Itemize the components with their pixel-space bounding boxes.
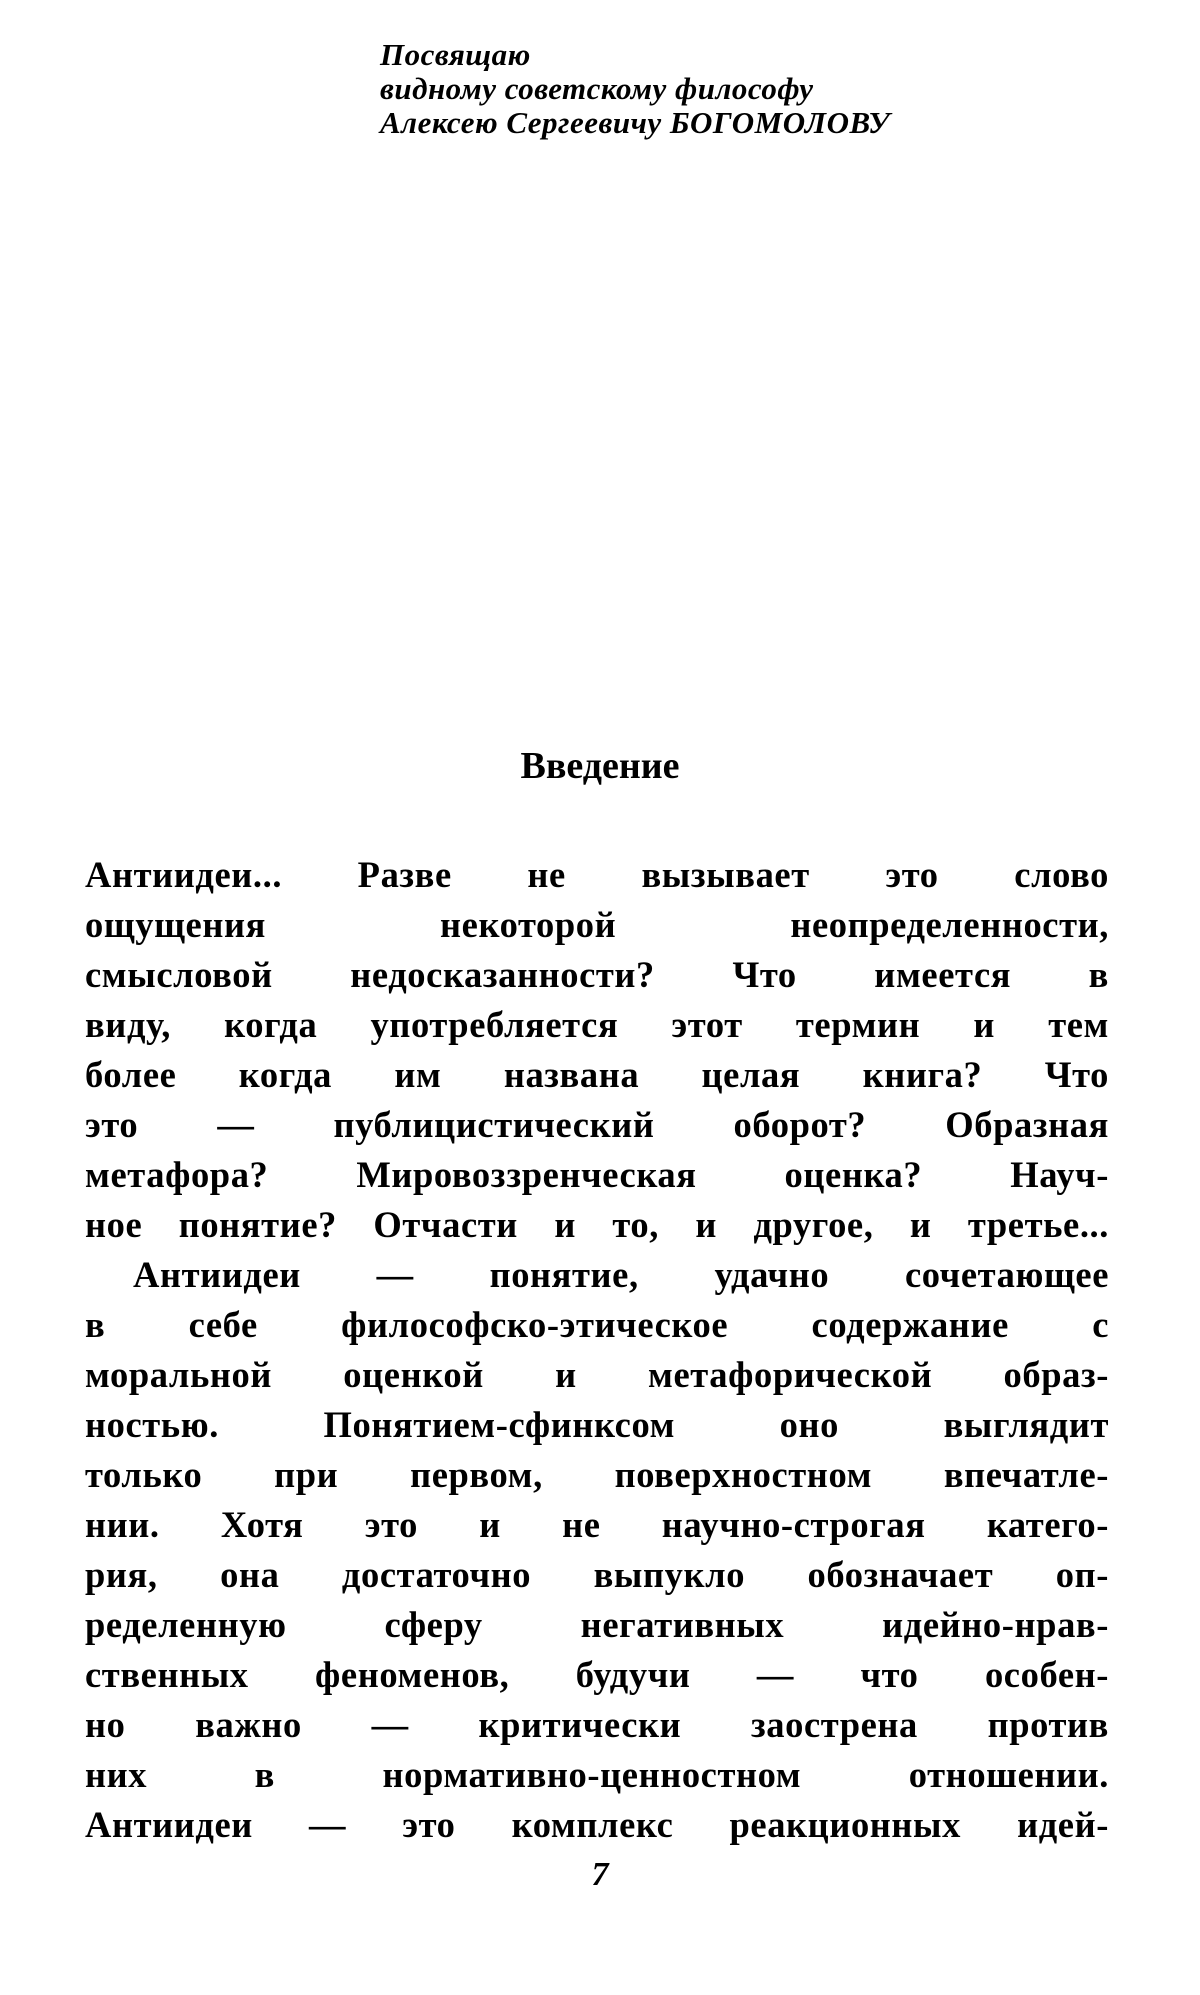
- text-line: ное понятие? Отчасти и то, и другое, и третье...: [85, 1204, 1109, 1245]
- text-line: Антиидеи — это комплекс реакционных идей-: [85, 1804, 1109, 1845]
- text-line: в себе философско-этическое содержание с: [85, 1304, 1109, 1345]
- text-line: виду, когда употребляется этот термин и тем: [85, 1004, 1109, 1045]
- text-line: Антиидеи... Разве не вызывает это слово: [85, 854, 1109, 895]
- dedication-line: Посвящаю: [380, 37, 531, 72]
- body-text: [85, 850, 1109, 1850]
- text-line: ственных феноменов, будучи — что особен-: [85, 1654, 1109, 1695]
- paragraph-1: [85, 850, 1109, 1250]
- text-line: рия, она достаточно выпукло обозначает оп-: [85, 1554, 1109, 1595]
- text-line: смысловой недосказанности? Что имеется в: [85, 954, 1109, 995]
- section-heading: Введение: [520, 745, 680, 787]
- text-line: метафора? Мировоззренческая оценка? Науч-: [85, 1154, 1109, 1195]
- paragraph-2: [85, 1250, 1109, 1850]
- text-line: это — публицистический оборот? Образная: [85, 1104, 1109, 1145]
- text-line: нии. Хотя это и не научно-строгая катего-: [85, 1504, 1109, 1545]
- text-line: Антиидеи — понятие, удачно сочетающее: [133, 1254, 1109, 1295]
- text-line: моральной оценкой и метафорической образ-: [85, 1354, 1109, 1395]
- text-line: ределенную сферу негативных идейно-нрав-: [85, 1604, 1109, 1645]
- text-line: более когда им названа целая книга? Что: [85, 1054, 1109, 1095]
- dedication-line: Алексею Сергеевичу БОГОМОЛОВУ: [380, 105, 891, 140]
- text-line: только при первом, поверхностном впечатле-: [85, 1454, 1109, 1495]
- text-line: них в нормативно-ценностном отношении.: [85, 1754, 1109, 1795]
- page-number: 7: [591, 1856, 609, 1893]
- dedication: [380, 38, 1140, 140]
- dedication-line: видному советскому философу: [380, 71, 814, 106]
- text-line: ощущения некоторой неопределенности,: [85, 904, 1109, 945]
- text-line: но важно — критически заострена против: [85, 1704, 1109, 1745]
- text-line: ностью. Понятием-сфинксом оно выглядит: [85, 1404, 1109, 1445]
